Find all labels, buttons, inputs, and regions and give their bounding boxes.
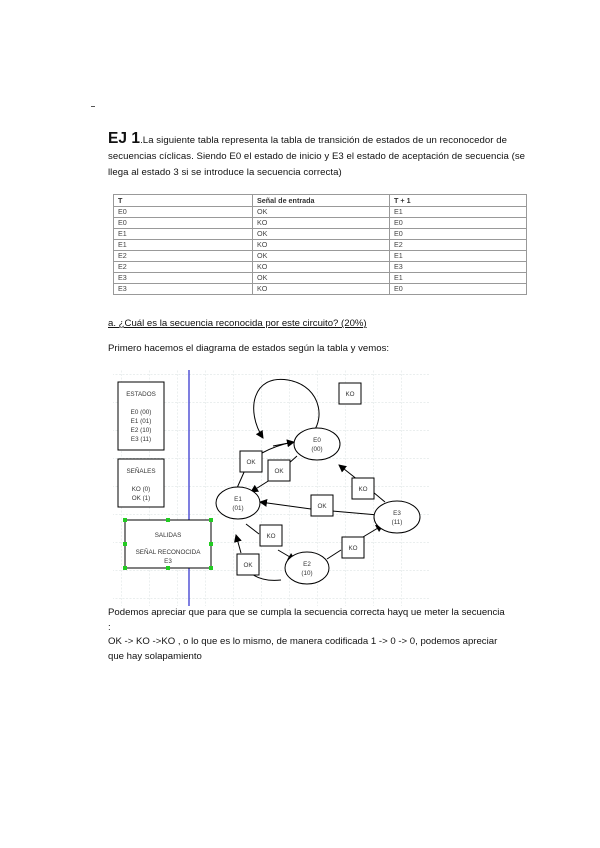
transition-label-text: OK <box>243 562 253 569</box>
transition-label-e3-e1-ok <box>311 495 333 516</box>
state-name: E0 <box>313 437 321 444</box>
transition-label-e0-e0-ko <box>339 383 361 404</box>
legend-signal-line: KO (0) <box>131 486 151 493</box>
exercise-label: EJ 1 <box>108 130 141 147</box>
state-code: (01) <box>232 505 244 512</box>
legend-states-box <box>118 382 164 450</box>
table-row <box>114 207 527 218</box>
transition-label-text: KO <box>348 545 358 552</box>
state-code: (11) <box>391 519 403 526</box>
cell-next-state: E0 <box>390 218 527 229</box>
transition-label-text: KO <box>266 533 276 540</box>
transition-label-text: KO <box>358 486 368 493</box>
cell-state: E2 <box>114 262 253 273</box>
cell-signal: KO <box>253 284 390 295</box>
header-t: T <box>114 195 253 207</box>
cell-state: E3 <box>114 273 253 284</box>
legend-outputs-box[interactable] <box>123 518 213 570</box>
legend-outputs-title: SALIDAS <box>154 532 182 539</box>
cell-signal: KO <box>253 218 390 229</box>
legend-states-title: ESTADOS <box>126 391 156 398</box>
cell-next-state: E1 <box>390 251 527 262</box>
question-heading: a. ¿Cuál es la secuencia reconocida por este circuito? (20%) <box>108 318 367 329</box>
header-t-plus-1: T + 1 <box>390 195 527 207</box>
transition-label-e1-e2-ko <box>260 525 282 546</box>
table-row <box>114 284 527 295</box>
transition-label-e2-e1-ok <box>237 554 259 575</box>
cell-signal: OK <box>253 229 390 240</box>
cell-signal: KO <box>253 262 390 273</box>
exercise-intro <box>108 131 538 181</box>
state-node-e1 <box>216 487 260 519</box>
header-input-signal: Señal de entrada <box>253 195 390 207</box>
legend-state-line: E3 (11) <box>130 436 152 443</box>
legend-state-line: E0 (00) <box>130 409 152 416</box>
transition-label-text: KO <box>345 391 355 398</box>
cell-state: E0 <box>114 207 253 218</box>
state-name: E1 <box>234 496 242 503</box>
conclusion-line: que hay solapamiento <box>108 650 202 662</box>
state-node-e3 <box>374 501 420 533</box>
cell-state: E1 <box>114 229 253 240</box>
table-row <box>114 240 527 251</box>
cell-state: E0 <box>114 218 253 229</box>
state-name: E3 <box>393 510 401 517</box>
cell-next-state: E3 <box>390 262 527 273</box>
cell-state: E2 <box>114 251 253 262</box>
cell-signal: OK <box>253 273 390 284</box>
cell-state: E3 <box>114 284 253 295</box>
transition-label-text: OK <box>274 468 284 475</box>
state-transition-table <box>113 194 527 295</box>
cell-state: E1 <box>114 240 253 251</box>
transition-label-e2-e3-ko <box>342 537 364 558</box>
transition-label-e0-e1-ok <box>268 460 290 481</box>
table-row <box>114 273 527 284</box>
state-name: E2 <box>303 561 311 568</box>
cell-next-state: E2 <box>390 240 527 251</box>
legend-signals-box <box>118 459 164 507</box>
conclusion-line: : <box>108 621 111 633</box>
table-row <box>114 251 527 262</box>
cell-signal: KO <box>253 240 390 251</box>
legend-state-line: E1 (01) <box>130 418 152 425</box>
transition-label-e3-e0-ko <box>352 478 374 499</box>
state-code: (00) <box>311 446 323 453</box>
table-header-row <box>114 195 527 207</box>
state-node-e0 <box>294 428 340 460</box>
transition-label-text: OK <box>317 503 327 510</box>
legend-output-line: SEÑAL RECONOCIDA <box>135 549 201 556</box>
cell-signal: OK <box>253 251 390 262</box>
cell-next-state: E1 <box>390 207 527 218</box>
legend-signals-title: SEÑALES <box>126 468 156 475</box>
legend-signal-line: OK (1) <box>131 495 151 502</box>
transition-label-e1-e0-ok <box>240 451 262 472</box>
conclusion-line: OK -> KO ->KO , o lo que es lo mismo, de manera codificada 1 -> 0 -> 0, podemos apreciar <box>108 636 498 647</box>
table-row <box>114 229 527 240</box>
cell-next-state: E0 <box>390 229 527 240</box>
diagram-intro-paragraph: Primero hacemos el diagrama de estados según la tabla y vemos: <box>108 343 390 354</box>
state-code: (10) <box>301 570 313 577</box>
cell-next-state: E1 <box>390 273 527 284</box>
stray-dash-mark <box>91 106 95 107</box>
transition-label-text: OK <box>246 459 256 466</box>
cell-signal: OK <box>253 207 390 218</box>
conclusion-paragraph <box>108 606 538 664</box>
table-row <box>114 218 527 229</box>
conclusion-line: Podemos apreciar que para que se cumpla la secuencia correcta hayq ue meter la secuencia <box>108 607 505 618</box>
table-row <box>114 262 527 273</box>
state-node-e2 <box>285 552 329 584</box>
legend-state-line: E2 (10) <box>130 427 152 434</box>
cell-next-state: E0 <box>390 284 527 295</box>
legend-output-line: E3 <box>164 558 172 565</box>
exercise-statement: .La siguiente tabla representa la tabla de transición de estados de un reconocedor de secuencias cíclicas. Siendo E0 el estado de inicio y E3 el estado de aceptación de secuencia (se llega al estado 3 si se introduce la secuencia correcta) <box>108 135 526 178</box>
state-diagram <box>113 370 429 606</box>
